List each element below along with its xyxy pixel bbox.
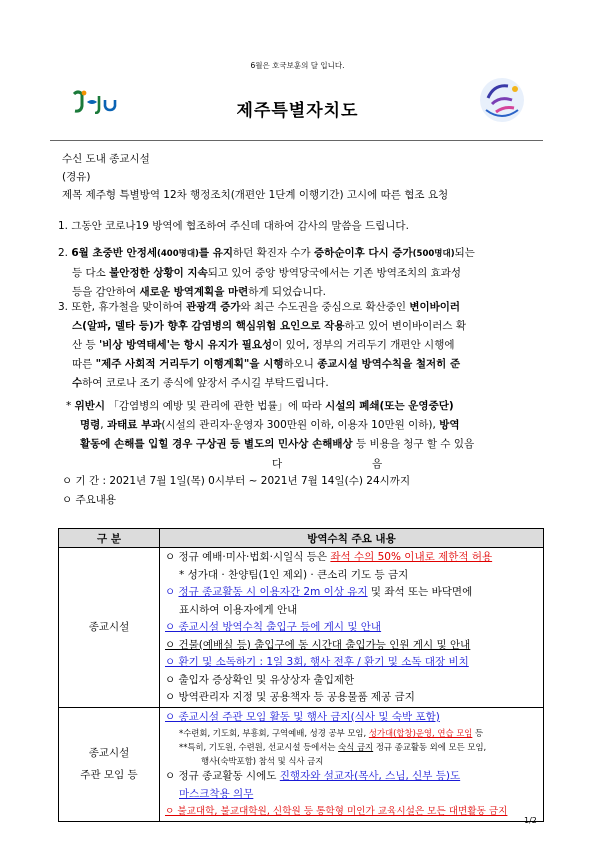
- subject-line: 제목 제주형 특별방역 12차 행정조치(개편안 1단계 이행기간) 고시에 따른 협조 요청: [62, 189, 449, 201]
- p3-text: 따른: [72, 358, 96, 370]
- recipient-line: 수신 도내 종교시설: [62, 153, 150, 165]
- p3-emph-risk: 스(알파, 델타 등)가 향후 감염병의 핵심위험 요인으로 작용: [72, 320, 345, 332]
- integrity-world-logo: [478, 76, 526, 124]
- rule-item: ㅇ 건물(예배실 등) 출입구에 동 시간대 출입가능 인원 게시 및 안내: [165, 638, 471, 651]
- p3-emph-variant: 변이바이러: [409, 301, 461, 313]
- page-number: 1/2: [524, 816, 537, 825]
- rule-highlight: 성가대(합창)운영, 연습 모임: [368, 728, 473, 738]
- p3-text: 이 있어, 정부의 거리두기 개편안 시행에: [272, 339, 455, 351]
- paragraph-2: [58, 244, 544, 302]
- p2-text: 등을 감안하여: [72, 286, 140, 298]
- rule-highlight: 좌석 수의 50% 이내로 제한적 허용: [330, 551, 493, 563]
- rule-item: ㅇ 종교시설 주관 모임 활동 및 행사 금지(식사 및 숙박 포함): [165, 710, 440, 723]
- p2-emph-count2: (500명대): [412, 249, 455, 259]
- note-bullet: *: [66, 400, 75, 412]
- organization-title: 제주특별자치도: [236, 101, 359, 121]
- p2-text: 되고 있어 중앙 방역당국에서는 기존 방역조치의 효과성: [207, 267, 462, 279]
- rule-highlight: 숙식 금지: [338, 742, 374, 752]
- p3-emph-comply: 수: [72, 377, 83, 389]
- rules-religious-facility: [160, 548, 544, 708]
- note-emph-order: 명령: [80, 419, 101, 431]
- p2-emph-new-plan: 새로운 방역계획을 마련: [139, 286, 249, 298]
- p2-text: 하게 되었습니다.: [248, 286, 326, 298]
- section-heading-da: 다: [272, 458, 283, 470]
- period-line: ㅇ 기 간 : 2021년 7월 1일(목) 0시부터 ~ 2021년 7월 14일(수) 24시까지: [62, 475, 411, 487]
- p3-emph-plan: "제주 사회적 거리두기 이행계획"을 시행: [95, 358, 284, 370]
- note-emph-closure: 시설의 폐쇄(또는 운영중단): [325, 400, 454, 412]
- section-heading-eum: 음: [372, 458, 383, 470]
- p3-emph-rules: 종교시설 방역수칙을 철저히 준: [317, 358, 461, 370]
- rule-subitem: * 성가대 · 찬양팀(1인 제외) · 큰소리 기도 등 금지: [179, 568, 409, 581]
- p2-text: 하던 확진자 수가: [233, 247, 315, 259]
- paragraph-1-text: 1. 그동안 코로나19 방역에 협조하여 주신데 대하여 감사의 말씀을 드립니다.: [58, 220, 409, 232]
- p3-text: 산 등: [72, 339, 99, 351]
- category-label: 종교시설: [88, 747, 130, 759]
- p2-emph-maintain: 를 유지: [198, 247, 234, 259]
- monthly-motto: 6월은 호국보훈의 달 입니다.: [250, 61, 345, 70]
- category-label: 주관 모임 등: [80, 769, 138, 781]
- rules-table: [58, 528, 544, 822]
- p3-emph-tourists: 관광객 증가: [186, 301, 241, 313]
- p2-text: 등 다소: [72, 267, 110, 279]
- rule-item: 마스크착용 의무: [179, 787, 254, 800]
- p3-text: 하여 코로나 조기 종식에 앞장서 주시길 부탁드립니다.: [82, 377, 329, 389]
- rule-item: ㅇ 정규 예배·미사·법회·시일식 등은: [165, 551, 331, 563]
- header-divider: [50, 140, 543, 141]
- p3-text: 와 최근 수도권을 중심으로 확산중인: [240, 301, 410, 313]
- column-header-rules: 방역수칙 주요 내용: [160, 529, 544, 548]
- note-text: 「감염병의 예방 및 관리에 관한 법률」에 따라: [105, 400, 326, 412]
- rule-item: 표시하여 이용자에게 안내: [179, 603, 298, 616]
- rule-highlight: 정규 종교활동 시 이용자간 2m 이상 유지: [178, 586, 368, 598]
- p3-text: 하오니: [283, 358, 318, 370]
- paragraph-3: [58, 298, 544, 393]
- category-religious-facility: 종교시설: [59, 548, 160, 708]
- rule-item: ㅇ 환기 및 소독하기 : 1일 3회, 행사 전후 / 환기 및 소독 대장 비치: [165, 656, 469, 668]
- p3-text: 하고 있어 변이바이러스 확: [344, 320, 467, 332]
- rule-item: ㅇ 정규 종교활동 시에도: [165, 770, 280, 782]
- rule-item: ㅇ 불교대학, 불교대학원, 신학원 등 통학형 미인가 교육시설은 모든 대면활동 금지: [165, 806, 508, 817]
- column-header-category: 구 분: [59, 529, 160, 548]
- p3-text: 3. 또한, 휴가철을 맞이하여: [58, 301, 187, 313]
- p2-emph-increase: 증하순이후 다시 증가: [314, 247, 413, 259]
- rule-subitem: 등: [472, 728, 484, 738]
- rule-subitem: *수련회, 기도회, 부흥회, 구역예배, 성경 공부 모임,: [179, 728, 369, 738]
- note-text: ,: [100, 419, 107, 431]
- contents-label: ㅇ 주요내용: [62, 494, 117, 506]
- rule-item: 및 좌석 또는 바닥면에: [367, 586, 473, 598]
- rules-religious-gatherings: [160, 707, 544, 821]
- p2-text: 되는: [454, 247, 475, 259]
- note-emph-violation: 위반시: [74, 400, 106, 412]
- note-emph-fine: 과태료 부과: [106, 419, 162, 431]
- rule-subitem: 행사(숙박포함) 참석 및 식사 금지: [201, 756, 324, 766]
- p2-emph-count: (400명대): [156, 249, 199, 259]
- penalty-note: [66, 397, 544, 454]
- note-text: (시설의 관리자·운영자 300만원 이하, 이용자 10만원 이하),: [161, 419, 440, 431]
- note-text: 등 비용을 청구 할 수 있음: [352, 438, 475, 450]
- p2-emph-stable: 6월 초중반 안정세: [71, 247, 157, 259]
- note-emph-quarantine: 방역: [439, 419, 460, 431]
- rule-item: ㅇ 출입자 증상확인 및 유상상자 출입제한: [165, 673, 355, 686]
- paragraph-1: [58, 217, 544, 236]
- p2-number: 2.: [58, 247, 72, 259]
- rule-item: ㅇ 종교시설 방역수칙 출입구 등에 게시 및 안내: [165, 621, 382, 633]
- p2-emph-unstable: 불안정한 상황이 지속: [109, 267, 208, 279]
- rule-subitem: **특히, 기도원, 수련원, 선교시설 등에서는: [179, 742, 339, 752]
- category-religious-gatherings: [59, 707, 160, 821]
- p3-emph-emergency: '비상 방역태세'는 항시 유지가 필요성: [98, 339, 273, 351]
- via-line: (경유): [62, 171, 91, 183]
- rule-subitem: 정규 종교활동 외에 모든 모임,: [373, 742, 487, 752]
- rule-highlight: 진행자와 설교자(목사, 스님, 신부 등)도: [279, 770, 461, 782]
- rule-item: ㅇ 방역관리자 지정 및 공용책자 등 공용물품 제공 금지: [165, 691, 415, 703]
- note-emph-damages: 활동에 손해를 입힐 경우 구상권 등 별도의 민사상 손해배상: [80, 438, 353, 450]
- rule-item: ㅇ: [165, 586, 179, 598]
